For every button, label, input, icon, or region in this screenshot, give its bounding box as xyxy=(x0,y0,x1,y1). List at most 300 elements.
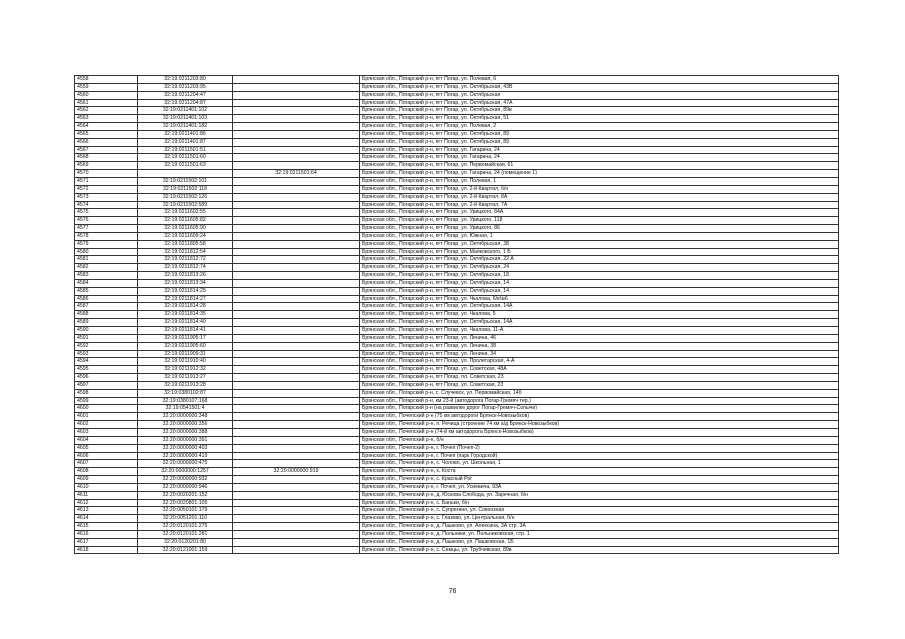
cadastral-number-cell: 32:20:0000000:388 xyxy=(138,428,233,436)
row-number-cell: 4589 xyxy=(75,319,138,327)
cadastral-number-cell: 32:20:0000000:403 xyxy=(138,444,233,452)
address-cell: Брянская обл., Почепский р-н (74-й км автодорога Брянск-Новозыбков) xyxy=(360,428,839,436)
cadastral-number-cell: 32:19:0211913:27 xyxy=(138,374,233,382)
related-cadastral-number-cell xyxy=(233,279,360,287)
related-cadastral-number-cell xyxy=(233,130,360,138)
row-number-cell: 4586 xyxy=(75,295,138,303)
row-number-cell: 4604 xyxy=(75,436,138,444)
address-cell: Брянская обл., Погарский р-н, пгт Погар, ул. Октябрьская xyxy=(360,91,839,99)
related-cadastral-number-cell xyxy=(233,460,360,468)
table-row xyxy=(75,146,839,154)
table-row xyxy=(75,491,839,499)
table-row xyxy=(75,170,839,178)
table-row xyxy=(75,515,839,523)
address-cell: Брянская обл., Почепский р-н, б/н xyxy=(360,436,839,444)
row-number-cell: 4573 xyxy=(75,193,138,201)
row-number-cell: 4594 xyxy=(75,358,138,366)
related-cadastral-number-cell xyxy=(233,413,360,421)
address-cell: Брянская обл., Погарский р-н, пгт Погар, ул. Гагарина, 24 xyxy=(360,146,839,154)
cadastral-number-cell: 32:19:0211913:28 xyxy=(138,381,233,389)
address-cell: Брянская обл., Почепский р-н, г. Почеп, ул. Усиевича, 93А xyxy=(360,483,839,491)
row-number-cell: 4571 xyxy=(75,177,138,185)
related-cadastral-number-cell xyxy=(233,530,360,538)
row-number-cell: 4582 xyxy=(75,264,138,272)
cadastral-number-cell: 32:19:0211401:86 xyxy=(138,130,233,138)
table-row xyxy=(75,225,839,233)
cadastral-number-cell: 32:19:0211805:58 xyxy=(138,240,233,248)
cadastral-number-cell: 32:19:0211501:51 xyxy=(138,146,233,154)
related-cadastral-number-cell xyxy=(233,342,360,350)
row-number-cell: 4615 xyxy=(75,523,138,531)
row-number-cell: 4602 xyxy=(75,421,138,429)
address-cell: Брянская обл., Погарский р-н, пгт Погар, ул. Октябрьская, 14А xyxy=(360,303,839,311)
related-cadastral-number-cell xyxy=(233,523,360,531)
address-cell: Брянская обл., Почепский р-н, п. Речица (строение 74 км а/д Брянск-Новозыбков) xyxy=(360,421,839,429)
table-row xyxy=(75,115,839,123)
related-cadastral-number-cell xyxy=(233,405,360,413)
address-cell: Брянская обл., Погарский р-н, пгт Погар, ул. Ленина, 46 xyxy=(360,334,839,342)
table-row xyxy=(75,405,839,413)
address-cell: Брянская обл., Погарский р-н, пгт Погар, ул. Октябрьская, 38 xyxy=(360,240,839,248)
related-cadastral-number-cell xyxy=(233,185,360,193)
related-cadastral-number-cell xyxy=(233,421,360,429)
cadastral-number-cell: 32:19:0211609:24 xyxy=(138,232,233,240)
related-cadastral-number-cell xyxy=(233,123,360,131)
cadastral-number-cell: 32:19:0211905:60 xyxy=(138,342,233,350)
table-row xyxy=(75,209,839,217)
cadastral-number-cell: 32:19:0211204:47 xyxy=(138,91,233,99)
cadastral-number-cell: 32:19:0211812:54 xyxy=(138,248,233,256)
address-cell: Брянская обл., Погарский р-н, пгт Погар, ул. Октябрьская, 89 xyxy=(360,130,839,138)
address-cell: Брянская обл., Погарский р-н, пгт Погар, ул. Гагарина, 24 xyxy=(360,154,839,162)
cadastral-number-cell: 32:19:0211813:26 xyxy=(138,272,233,280)
table-row xyxy=(75,483,839,491)
table-row xyxy=(75,546,839,554)
row-number-cell: 4563 xyxy=(75,115,138,123)
related-cadastral-number-cell xyxy=(233,287,360,295)
cadastral-number-cell: 32:20:0000000:356 xyxy=(138,421,233,429)
address-cell: Брянская обл., Почепский р-н, д. Пашково, ул. Алексина, 3А стр. 3А xyxy=(360,523,839,531)
related-cadastral-number-cell xyxy=(233,217,360,225)
cadastral-number-cell: 32:19:0380102:87 xyxy=(138,389,233,397)
address-cell: Брянская обл., Почепский р-н, г. Почеп (парк Городской) xyxy=(360,452,839,460)
row-number-cell: 4575 xyxy=(75,209,138,217)
cadastral-number-cell: 32:19:0211401:182 xyxy=(138,123,233,131)
table-row xyxy=(75,232,839,240)
row-number-cell: 4588 xyxy=(75,311,138,319)
table-row xyxy=(75,342,839,350)
table-row xyxy=(75,295,839,303)
table-row xyxy=(75,217,839,225)
related-cadastral-number-cell xyxy=(233,138,360,146)
related-cadastral-number-cell xyxy=(233,303,360,311)
cadastral-number-cell: 32:19:0211812:74 xyxy=(138,264,233,272)
address-cell: Брянская обл., Погарский р-н, пгт Погар, ул. Советская, 23 xyxy=(360,381,839,389)
table-row xyxy=(75,374,839,382)
cadastral-number-cell: 32:20:0051201:110 xyxy=(138,515,233,523)
related-cadastral-number-cell xyxy=(233,515,360,523)
row-number-cell: 4611 xyxy=(75,491,138,499)
cadastral-number-cell: 32:20:0120101:281 xyxy=(138,530,233,538)
table-row xyxy=(75,177,839,185)
table-row xyxy=(75,107,839,115)
address-cell: Брянская обл., Почепский р-н, д. Пашково, ул. Пашковская, 1Б xyxy=(360,538,839,546)
cadastral-number-cell: 32:19:0211814:35 xyxy=(138,311,233,319)
row-number-cell: 4567 xyxy=(75,146,138,154)
address-cell: Брянская обл., Погарский р-н, пгт Погар, ул. Чкалова, 11-А xyxy=(360,327,839,335)
table-row xyxy=(75,499,839,507)
address-cell: Брянская обл., Почепский р-н (75 км автодороги Брянск-Новозыбков) xyxy=(360,413,839,421)
cadastral-number-cell xyxy=(138,170,233,178)
table-row xyxy=(75,76,839,84)
row-number-cell: 4581 xyxy=(75,256,138,264)
address-cell: Брянская обл., Почепский р-н, с. Глазово, ул. Центральная, б/н xyxy=(360,515,839,523)
table-row xyxy=(75,421,839,429)
cadastral-number-cell: 32:20:0000000:932 xyxy=(138,476,233,484)
cadastral-number-cell: 32:20:0120201:80 xyxy=(138,538,233,546)
related-cadastral-number-cell xyxy=(233,295,360,303)
row-number-cell: 4561 xyxy=(75,99,138,107)
address-cell: Брянская обл., Почепский р-н, х. Коста xyxy=(360,468,839,476)
table-row xyxy=(75,428,839,436)
table-row xyxy=(75,523,839,531)
row-number-cell: 4617 xyxy=(75,538,138,546)
register-page xyxy=(74,75,839,554)
address-cell: Брянская обл., Погарский р-н, пгт Погар, ул. Пролетарская, 4-А xyxy=(360,358,839,366)
address-cell: Брянская обл., Погарский р-н, с. Случевск, ул. Первомайская, 14б xyxy=(360,389,839,397)
table-row xyxy=(75,154,839,162)
related-cadastral-number-cell xyxy=(233,334,360,342)
address-cell: Брянская обл., Погарский р-н, пгт Погар, ул. Урицкого, 86 xyxy=(360,225,839,233)
address-cell: Брянская обл., Почепский р-н, д. Польники, ул. Польниковская, стр. 1 xyxy=(360,530,839,538)
row-number-cell: 4598 xyxy=(75,389,138,397)
row-number-cell: 4593 xyxy=(75,350,138,358)
address-cell: Брянская обл., Погарский р-н, пгт Погар, ул. Чкалова, 5 xyxy=(360,311,839,319)
cadastral-number-cell: 32:19:0211814:27 xyxy=(138,295,233,303)
related-cadastral-number-cell xyxy=(233,240,360,248)
address-cell: Брянская обл., Погарский р-н, пгт Погар, ул. Октябрьская, 47А xyxy=(360,99,839,107)
row-number-cell: 4591 xyxy=(75,334,138,342)
related-cadastral-number-cell xyxy=(233,546,360,554)
table-row xyxy=(75,264,839,272)
address-cell: Брянская обл., Почепский р-н, с. Красный Рог xyxy=(360,476,839,484)
cadastral-number-cell: 32:20:0000000:391 xyxy=(138,436,233,444)
table-body xyxy=(75,76,839,554)
row-number-cell: 4592 xyxy=(75,342,138,350)
cadastral-number-cell: 32:19:0211502:118 xyxy=(138,185,233,193)
address-cell: Брянская обл., Почепский р-н, с. Семцы, ул. Трубчевская, 89в xyxy=(360,546,839,554)
related-cadastral-number-cell xyxy=(233,436,360,444)
address-cell: Брянская обл., Погарский р-н, пгт Погар, ул. Ленина, 34 xyxy=(360,350,839,358)
table-row xyxy=(75,413,839,421)
row-number-cell: 4583 xyxy=(75,272,138,280)
row-number-cell: 4565 xyxy=(75,130,138,138)
related-cadastral-number-cell xyxy=(233,248,360,256)
cadastral-number-cell: 32:19:0211814:40 xyxy=(138,319,233,327)
table-row xyxy=(75,444,839,452)
table-row xyxy=(75,476,839,484)
related-cadastral-number-cell xyxy=(233,444,360,452)
cadastral-number-cell: 32:20:0121001:159 xyxy=(138,546,233,554)
cadastral-number-cell: 32:19:0211203:95 xyxy=(138,83,233,91)
address-cell: Брянская обл., Погарский р-н, пгт Погар, ул. Урицкого, 118 xyxy=(360,217,839,225)
related-cadastral-number-cell xyxy=(233,76,360,84)
address-cell: Брянская обл., Погарский р-н, пгт Погар, ул. Октябрьская, 51 xyxy=(360,115,839,123)
row-number-cell: 4577 xyxy=(75,225,138,233)
table-row xyxy=(75,334,839,342)
table-row xyxy=(75,83,839,91)
row-number-cell: 4608 xyxy=(75,468,138,476)
cadastral-number-cell: 32:19:0541501:4 xyxy=(138,405,233,413)
cadastral-number-cell: 32:19:0211814:28 xyxy=(138,303,233,311)
related-cadastral-number-cell xyxy=(233,225,360,233)
row-number-cell: 4609 xyxy=(75,476,138,484)
address-cell: Брянская обл., Погарский р-н, пгт Погар, ул. 2-й Квартал, 8А xyxy=(360,193,839,201)
address-cell: Брянская обл., Погарский р-н, пгт Погар, ул. Октябрьская, 24 xyxy=(360,264,839,272)
table-row xyxy=(75,468,839,476)
address-cell: Брянская обл., Погарский р-н, пгт Погар, ул. Гагарина, 24 (помещение 1) xyxy=(360,170,839,178)
table-row xyxy=(75,272,839,280)
row-number-cell: 4599 xyxy=(75,397,138,405)
related-cadastral-number-cell xyxy=(233,311,360,319)
cadastral-number-cell: 32:19:0211502:101 xyxy=(138,177,233,185)
row-number-cell: 4584 xyxy=(75,279,138,287)
cadastral-number-cell: 32:19:0211814:25 xyxy=(138,287,233,295)
cadastral-number-cell: 32:19:0211502:126 xyxy=(138,193,233,201)
related-cadastral-number-cell xyxy=(233,272,360,280)
related-cadastral-number-cell xyxy=(233,107,360,115)
table-row xyxy=(75,279,839,287)
related-cadastral-number-cell xyxy=(233,264,360,272)
table-row xyxy=(75,123,839,131)
related-cadastral-number-cell xyxy=(233,177,360,185)
table-row xyxy=(75,381,839,389)
address-cell: Брянская обл., Погарский р-н, пгт Погар, ул. Полевая, 1 xyxy=(360,177,839,185)
address-cell: Брянская обл., Погарский р-н, пгт Погар, ул. Октябрьская, 18 xyxy=(360,272,839,280)
table-row xyxy=(75,389,839,397)
cadastral-number-cell: 32:19:0211203:80 xyxy=(138,76,233,84)
address-cell: Брянская обл., Погарский р-н, пгт Погар, ул. Чкалова, 6/к№6 xyxy=(360,295,839,303)
row-number-cell: 4558 xyxy=(75,76,138,84)
related-cadastral-number-cell xyxy=(233,358,360,366)
address-cell: Брянская обл., Почепский р-н, с. Чолово, ул. Школьная, 1 xyxy=(360,460,839,468)
row-number-cell: 4560 xyxy=(75,91,138,99)
table-row xyxy=(75,366,839,374)
row-number-cell: 4559 xyxy=(75,83,138,91)
row-number-cell: 4607 xyxy=(75,460,138,468)
cadastral-number-cell: 32:19:0211905:17 xyxy=(138,334,233,342)
address-cell: Брянская обл., Погарский р-н, пгт Погар, ул. Южная, 1 xyxy=(360,232,839,240)
table-row xyxy=(75,538,839,546)
address-cell: Брянская обл., Погарский р-н, пгт Погар, ул. Октябрьская, 22 А xyxy=(360,256,839,264)
row-number-cell: 4614 xyxy=(75,515,138,523)
related-cadastral-number-cell xyxy=(233,327,360,335)
related-cadastral-number-cell xyxy=(233,319,360,327)
address-cell: Брянская обл., Погарский р-н, пгт Погар, ул. Октябрьская, 14 xyxy=(360,279,839,287)
related-cadastral-number-cell xyxy=(233,389,360,397)
row-number-cell: 4574 xyxy=(75,201,138,209)
row-number-cell: 4618 xyxy=(75,546,138,554)
property-register-table xyxy=(74,75,839,554)
cadastral-number-cell: 32:20:0050101:179 xyxy=(138,507,233,515)
table-row xyxy=(75,91,839,99)
related-cadastral-number-cell xyxy=(233,507,360,515)
cadastral-number-cell: 32:19:0211602:55 xyxy=(138,209,233,217)
related-cadastral-number-cell xyxy=(233,381,360,389)
row-number-cell: 4566 xyxy=(75,138,138,146)
cadastral-number-cell: 32:19:0211912:32 xyxy=(138,366,233,374)
row-number-cell: 4616 xyxy=(75,530,138,538)
cadastral-number-cell: 32:19:0211605:82 xyxy=(138,217,233,225)
cadastral-number-cell: 32:19:0211814:41 xyxy=(138,327,233,335)
table-row xyxy=(75,452,839,460)
row-number-cell: 4603 xyxy=(75,428,138,436)
table-row xyxy=(75,507,839,515)
table-row xyxy=(75,436,839,444)
address-cell: Брянская обл., Погарский р-н, пгт Погар, ул. Первомайская, 61 xyxy=(360,162,839,170)
address-cell: Брянская обл., Погарский р-н, пгт Погар, ул. Ленина, 38 xyxy=(360,342,839,350)
address-cell: Брянская обл., Погарский р-н, пгт Погар, ул. Октябрьская, 14 xyxy=(360,287,839,295)
row-number-cell: 4605 xyxy=(75,444,138,452)
related-cadastral-number-cell xyxy=(233,154,360,162)
row-number-cell: 4569 xyxy=(75,162,138,170)
address-cell: Брянская обл., Почепский р-н, г. Почеп (Почеп-2) xyxy=(360,444,839,452)
row-number-cell: 4579 xyxy=(75,240,138,248)
table-row xyxy=(75,327,839,335)
cadastral-number-cell: 32:20:0120101:275 xyxy=(138,523,233,531)
related-cadastral-number-cell xyxy=(233,193,360,201)
row-number-cell: 4601 xyxy=(75,413,138,421)
cadastral-number-cell: 32:19:0211401:103 xyxy=(138,115,233,123)
table-row xyxy=(75,193,839,201)
row-number-cell: 4612 xyxy=(75,499,138,507)
table-row xyxy=(75,201,839,209)
related-cadastral-number-cell xyxy=(233,428,360,436)
cadastral-number-cell: 32:20:0000000:1257 xyxy=(138,468,233,476)
cadastral-number-cell: 32:20:0000000:348 xyxy=(138,413,233,421)
related-cadastral-number-cell xyxy=(233,538,360,546)
address-cell: Брянская обл., Погарский р-н, пгт Погар, ул. Маяковского, 1 Б xyxy=(360,248,839,256)
table-row xyxy=(75,248,839,256)
table-row xyxy=(75,530,839,538)
row-number-cell: 4572 xyxy=(75,185,138,193)
row-number-cell: 4570 xyxy=(75,170,138,178)
address-cell: Брянская обл., Погарский р-н, пгт Погар, ул. Октябрьская, 89 xyxy=(360,138,839,146)
cadastral-number-cell: 32:20:0000000:946 xyxy=(138,483,233,491)
address-cell: Брянская обл., Погарский р-н, пгт Погар, ул. Полевая, 6 xyxy=(360,76,839,84)
table-row xyxy=(75,303,839,311)
address-cell: Брянская обл., Погарский р-н, пгт Погар, ул. Октябрьская, 89в xyxy=(360,107,839,115)
related-cadastral-number-cell xyxy=(233,146,360,154)
cadastral-number-cell: 32:20:0000000:475 xyxy=(138,460,233,468)
row-number-cell: 4606 xyxy=(75,452,138,460)
cadastral-number-cell: 32:19:0211813:34 xyxy=(138,279,233,287)
related-cadastral-number-cell xyxy=(233,201,360,209)
address-cell: Брянская обл., Погарский р-н, пгт Погар, ул. 2-й Квартал, б/н xyxy=(360,185,839,193)
address-cell: Брянская обл., Погарский р-н, пгт Погар, пл. Советская, 23 xyxy=(360,374,839,382)
address-cell: Брянская обл., Погарский р-н, пгт Погар, ул. Октябрьская, 43В xyxy=(360,83,839,91)
table-row xyxy=(75,358,839,366)
table-row xyxy=(75,287,839,295)
row-number-cell: 4595 xyxy=(75,366,138,374)
table-row xyxy=(75,185,839,193)
cadastral-number-cell: 32:19:0211502:589 xyxy=(138,201,233,209)
address-cell: Брянская обл., Погарский р-н, пгт Погар, ул. Урицкого, 84А xyxy=(360,209,839,217)
related-cadastral-number-cell xyxy=(233,256,360,264)
cadastral-number-cell: 32:19:0211401:102 xyxy=(138,107,233,115)
table-row xyxy=(75,162,839,170)
row-number-cell: 4576 xyxy=(75,217,138,225)
cadastral-number-cell: 32:19:0211501:63 xyxy=(138,162,233,170)
address-cell: Брянская обл., Погарский р-н, пгт Погар, ул. Октябрьская, 14А xyxy=(360,319,839,327)
row-number-cell: 4600 xyxy=(75,405,138,413)
address-cell: Брянская обл., Погарский р-н, км 23-й (автодорога Погар-Гремяч тер.) xyxy=(360,397,839,405)
row-number-cell: 4580 xyxy=(75,248,138,256)
related-cadastral-number-cell xyxy=(233,452,360,460)
cadastral-number-cell: 32:19:0211401:87 xyxy=(138,138,233,146)
cadastral-number-cell: 32:20:0020801:105 xyxy=(138,499,233,507)
cadastral-number-cell: 32:20:0020201:152 xyxy=(138,491,233,499)
row-number-cell: 4562 xyxy=(75,107,138,115)
related-cadastral-number-cell xyxy=(233,397,360,405)
cadastral-number-cell: 32:19:0211501:60 xyxy=(138,154,233,162)
table-row xyxy=(75,256,839,264)
table-row xyxy=(75,397,839,405)
related-cadastral-number-cell xyxy=(233,115,360,123)
address-cell: Брянская обл., Погарский р-н, пгт Погар, ул. Полевая, 2 xyxy=(360,123,839,131)
related-cadastral-number-cell xyxy=(233,83,360,91)
address-cell: Брянская обл., Погарский р-н, пгт Погар, ул. 2-й Квартал, 7А xyxy=(360,201,839,209)
row-number-cell: 4585 xyxy=(75,287,138,295)
address-cell: Брянская обл., Почепский р-н, с. Супрягино, ул. Совхозная xyxy=(360,507,839,515)
related-cadastral-number-cell xyxy=(233,491,360,499)
related-cadastral-number-cell xyxy=(233,350,360,358)
cadastral-number-cell: 32:19:0211909:31 xyxy=(138,350,233,358)
row-number-cell: 4564 xyxy=(75,123,138,131)
related-cadastral-number-cell xyxy=(233,232,360,240)
address-cell: Брянская обл., Почепский р-н, с. Баньки, б/н xyxy=(360,499,839,507)
table-row xyxy=(75,138,839,146)
related-cadastral-number-cell: 32:20:0000000:919 xyxy=(233,468,360,476)
row-number-cell: 4596 xyxy=(75,374,138,382)
related-cadastral-number-cell: 32:19:0211501:64 xyxy=(233,170,360,178)
related-cadastral-number-cell xyxy=(233,99,360,107)
page-number: 76 xyxy=(448,588,457,595)
related-cadastral-number-cell xyxy=(233,366,360,374)
cadastral-number-cell: 32:19:0211204:87 xyxy=(138,99,233,107)
cadastral-number-cell: 32:19:0211910:40 xyxy=(138,358,233,366)
related-cadastral-number-cell xyxy=(233,476,360,484)
related-cadastral-number-cell xyxy=(233,499,360,507)
cadastral-number-cell: 32:19:0211812:72 xyxy=(138,256,233,264)
cadastral-number-cell: 32:19:0211605:90 xyxy=(138,225,233,233)
table-row xyxy=(75,319,839,327)
table-row xyxy=(75,460,839,468)
related-cadastral-number-cell xyxy=(233,483,360,491)
row-number-cell: 4610 xyxy=(75,483,138,491)
table-row xyxy=(75,130,839,138)
cadastral-number-cell: 32:20:0000000:419 xyxy=(138,452,233,460)
table-row xyxy=(75,240,839,248)
row-number-cell: 4578 xyxy=(75,232,138,240)
related-cadastral-number-cell xyxy=(233,374,360,382)
related-cadastral-number-cell xyxy=(233,91,360,99)
cadastral-number-cell: 32:19:0380107:168 xyxy=(138,397,233,405)
row-number-cell: 4590 xyxy=(75,327,138,335)
table-row xyxy=(75,350,839,358)
table-row xyxy=(75,99,839,107)
address-cell: Брянская обл., Погарский р-н (на развилке дорог Погар-Гремяч-Сопычи) xyxy=(360,405,839,413)
